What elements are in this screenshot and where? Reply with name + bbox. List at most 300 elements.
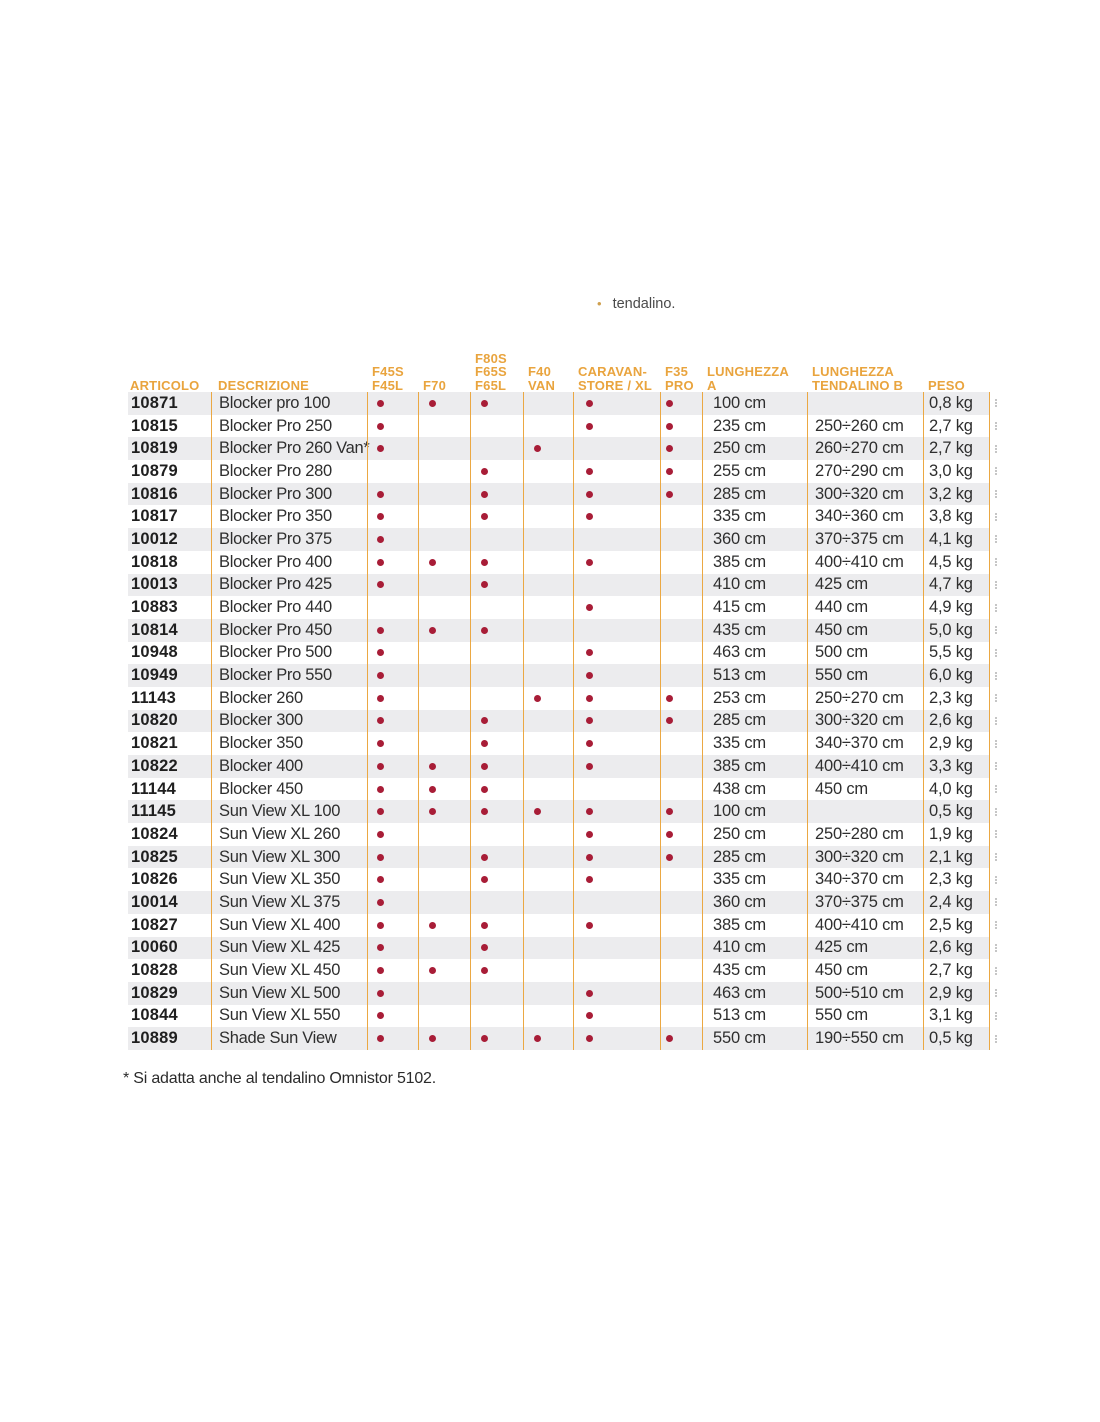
clipped-text-mark [995, 982, 1001, 1005]
compat-cell-f35 [660, 891, 702, 914]
column-header-b [807, 365, 923, 392]
compat-cell-f45 [367, 596, 418, 619]
articolo-cell: 10948 [131, 643, 178, 662]
table-row [128, 846, 990, 869]
compat-cell-cs [573, 710, 660, 733]
compat-dot-icon [666, 695, 673, 702]
articolo-cell: 10829 [131, 983, 178, 1002]
descrizione-cell: Sun View XL 450 [211, 959, 367, 982]
clipped-text-mark [995, 937, 1001, 960]
column-header-a [702, 365, 807, 392]
compat-cell-f40 [523, 914, 573, 937]
clipped-text-mark [995, 823, 1001, 846]
compat-dot-icon [481, 944, 488, 951]
compat-cell-f80 [470, 959, 523, 982]
compat-dot-icon [586, 831, 593, 838]
compat-cell-cs [573, 596, 660, 619]
b-cell: 425 cm [807, 574, 923, 597]
descrizione-cell: Sun View XL 425 [211, 937, 367, 960]
compat-cell-f35 [660, 574, 702, 597]
table-row [128, 574, 990, 597]
compat-cell-f80 [470, 982, 523, 1005]
compat-cell-f40 [523, 891, 573, 914]
compat-cell-cs [573, 664, 660, 687]
compat-cell-f70 [418, 664, 470, 687]
compat-cell-f40 [523, 392, 573, 415]
a-cell: 253 cm [702, 687, 807, 710]
peso-cell: 4,9 kg [923, 596, 990, 619]
compat-cell-f40 [523, 551, 573, 574]
compat-cell-f80 [470, 437, 523, 460]
clipped-text-mark [995, 1005, 1001, 1028]
compat-dot-icon [586, 990, 593, 997]
compat-cell-cs [573, 755, 660, 778]
compat-cell-f80 [470, 687, 523, 710]
table-row [128, 710, 990, 733]
articolo-cell: 10818 [131, 552, 178, 571]
compat-cell-f45 [367, 642, 418, 665]
compat-dot-icon [586, 649, 593, 656]
compat-cell-cs [573, 551, 660, 574]
clipped-text-mark [995, 687, 1001, 710]
compat-dot-icon [481, 1035, 488, 1042]
table-row [128, 664, 990, 687]
compat-cell-cs [573, 415, 660, 438]
b-cell: 190÷550 cm [807, 1027, 923, 1050]
compat-cell-f70 [418, 460, 470, 483]
clipped-text-mark [995, 483, 1001, 506]
compat-dot-icon [429, 786, 436, 793]
compat-cell-f80 [470, 937, 523, 960]
compat-dot-icon [534, 1035, 541, 1042]
articolo-cell: 10879 [131, 461, 178, 480]
clipped-text-mark [995, 392, 1001, 415]
table-row [128, 800, 990, 823]
peso-cell: 2,4 kg [923, 891, 990, 914]
articolo-cell: 10824 [131, 824, 178, 843]
compat-cell-f80 [470, 732, 523, 755]
column-header-line: A [707, 377, 717, 393]
column-header-line: F65L [475, 377, 507, 393]
compat-dot-icon [429, 763, 436, 770]
compat-cell-f40 [523, 959, 573, 982]
compat-cell-f70 [418, 778, 470, 801]
compat-cell-f35 [660, 437, 702, 460]
column-header-line: PESO [928, 377, 965, 393]
compat-cell-f40 [523, 823, 573, 846]
peso-cell: 2,1 kg [923, 846, 990, 869]
compat-cell-cs [573, 574, 660, 597]
compat-dot-icon [586, 740, 593, 747]
table-row [128, 868, 990, 891]
compat-cell-cs [573, 732, 660, 755]
compat-cell-f70 [418, 437, 470, 460]
table-row [128, 505, 990, 528]
descrizione-cell: Blocker Pro 400 [211, 551, 367, 574]
compat-cell-f70 [418, 755, 470, 778]
compat-dot-icon [429, 400, 436, 407]
compat-cell-f70 [418, 415, 470, 438]
compat-cell-f35 [660, 846, 702, 869]
compat-dot-icon [586, 1012, 593, 1019]
compat-cell-cs [573, 891, 660, 914]
compat-dot-icon [586, 468, 593, 475]
descrizione-cell: Blocker Pro 500 [211, 642, 367, 665]
compat-cell-f40 [523, 732, 573, 755]
compat-cell-f70 [418, 1005, 470, 1028]
clipped-text-mark [995, 914, 1001, 937]
table-row [128, 778, 990, 801]
compat-cell-f40 [523, 415, 573, 438]
peso-cell: 6,0 kg [923, 664, 990, 687]
clipped-text-mark [995, 891, 1001, 914]
a-cell: 250 cm [702, 823, 807, 846]
a-cell: 285 cm [702, 483, 807, 506]
compat-cell-f70 [418, 483, 470, 506]
descrizione-cell: Blocker Pro 300 [211, 483, 367, 506]
articolo-cell: 10883 [131, 598, 178, 617]
table-row [128, 619, 990, 642]
b-cell: 370÷375 cm [807, 528, 923, 551]
peso-cell: 3,8 kg [923, 505, 990, 528]
articolo-cell: 10825 [131, 847, 178, 866]
b-cell: 450 cm [807, 619, 923, 642]
compat-cell-f40 [523, 483, 573, 506]
column-header-f35 [660, 365, 702, 392]
clipped-text-mark [995, 460, 1001, 483]
compat-cell-f35 [660, 687, 702, 710]
compat-dot-icon [429, 967, 436, 974]
column-header-line: F35 [665, 364, 689, 379]
list-bullet-icon: • [597, 296, 602, 311]
compat-cell-f35 [660, 551, 702, 574]
peso-cell: 5,0 kg [923, 619, 990, 642]
compat-cell-f80 [470, 642, 523, 665]
b-cell: 340÷370 cm [807, 868, 923, 891]
clipped-text-mark [995, 551, 1001, 574]
compat-cell-f80 [470, 596, 523, 619]
b-cell: 500 cm [807, 642, 923, 665]
a-cell: 435 cm [702, 959, 807, 982]
articolo-cell: 10821 [131, 734, 178, 753]
compat-cell-f40 [523, 619, 573, 642]
clipped-text-mark [995, 642, 1001, 665]
compat-cell-f45 [367, 868, 418, 891]
a-cell: 100 cm [702, 392, 807, 415]
compat-cell-f45 [367, 687, 418, 710]
compat-dot-icon [429, 627, 436, 634]
clipped-text-mark [995, 619, 1001, 642]
compat-cell-f70 [418, 687, 470, 710]
column-header-line: STORE / XL [578, 377, 652, 393]
b-cell: 270÷290 cm [807, 460, 923, 483]
compat-dot-icon [481, 559, 488, 566]
column-header-line: DESCRIZIONE [218, 377, 310, 393]
compat-cell-cs [573, 982, 660, 1005]
b-cell: 425 cm [807, 937, 923, 960]
table-row [128, 415, 990, 438]
compat-dot-icon [377, 876, 384, 883]
compat-dot-icon [586, 717, 593, 724]
compat-dot-icon [481, 967, 488, 974]
articolo-cell: 10820 [131, 711, 178, 730]
compat-dot-icon [586, 604, 593, 611]
descrizione-cell: Blocker 350 [211, 732, 367, 755]
compat-cell-f45 [367, 846, 418, 869]
articolo-cell: 10889 [131, 1029, 178, 1048]
articolo-cell: 11144 [131, 779, 177, 798]
compat-dot-icon [377, 695, 384, 702]
table-row [128, 1027, 990, 1050]
descrizione-cell: Shade Sun View [211, 1027, 367, 1050]
b-cell: 500÷510 cm [807, 982, 923, 1005]
compat-cell-f45 [367, 755, 418, 778]
table-row [128, 437, 990, 460]
compat-cell-f45 [367, 1027, 418, 1050]
compat-cell-f70 [418, 914, 470, 937]
b-cell: 340÷360 cm [807, 505, 923, 528]
compat-cell-f80 [470, 891, 523, 914]
descrizione-cell: Blocker 260 [211, 687, 367, 710]
descrizione-cell: Blocker Pro 550 [211, 664, 367, 687]
compat-cell-f80 [470, 846, 523, 869]
table-row [128, 687, 990, 710]
b-cell [807, 392, 923, 415]
compat-dot-icon [666, 423, 673, 430]
compat-cell-cs [573, 937, 660, 960]
compat-dot-icon [666, 808, 673, 815]
compat-dot-icon [481, 717, 488, 724]
compat-cell-f80 [470, 528, 523, 551]
compat-cell-f45 [367, 528, 418, 551]
descrizione-cell: Blocker Pro 425 [211, 574, 367, 597]
compat-cell-f45 [367, 778, 418, 801]
compat-cell-f40 [523, 460, 573, 483]
compat-dot-icon [377, 627, 384, 634]
clipped-text-mark [995, 846, 1001, 869]
clipped-text-mark [995, 437, 1001, 460]
compat-dot-icon [534, 695, 541, 702]
compat-cell-f35 [660, 460, 702, 483]
compat-cell-f40 [523, 982, 573, 1005]
peso-cell: 2,9 kg [923, 982, 990, 1005]
compat-dot-icon [377, 423, 384, 430]
compat-cell-f45 [367, 551, 418, 574]
compat-dot-icon [377, 491, 384, 498]
articolo-cell: 10060 [131, 938, 178, 957]
a-cell: 385 cm [702, 755, 807, 778]
compat-cell-f70 [418, 891, 470, 914]
clipped-text-mark [995, 868, 1001, 891]
clipped-text-mark [995, 1027, 1001, 1050]
peso-cell: 3,3 kg [923, 755, 990, 778]
compat-cell-f35 [660, 642, 702, 665]
compat-cell-f70 [418, 551, 470, 574]
descrizione-cell: Sun View XL 400 [211, 914, 367, 937]
table-row [128, 460, 990, 483]
compat-cell-cs [573, 460, 660, 483]
compat-dot-icon [586, 695, 593, 702]
column-header-line: F70 [423, 377, 447, 393]
compat-cell-f45 [367, 415, 418, 438]
articolo-cell: 10815 [131, 416, 178, 435]
compat-dot-icon [586, 922, 593, 929]
compat-cell-f80 [470, 710, 523, 733]
peso-cell: 4,7 kg [923, 574, 990, 597]
articolo-cell: 11145 [131, 802, 177, 821]
table-row [128, 823, 990, 846]
column-header-f40 [523, 365, 573, 392]
column-header-line: F40 [528, 364, 552, 379]
a-cell: 513 cm [702, 1005, 807, 1028]
compat-cell-f45 [367, 732, 418, 755]
peso-cell: 3,0 kg [923, 460, 990, 483]
compat-cell-f45 [367, 823, 418, 846]
compat-cell-f35 [660, 619, 702, 642]
compat-cell-f40 [523, 664, 573, 687]
peso-cell: 4,1 kg [923, 528, 990, 551]
compat-dot-icon [586, 808, 593, 815]
table-row [128, 982, 990, 1005]
compat-dot-icon [481, 581, 488, 588]
descrizione-cell: Sun View XL 550 [211, 1005, 367, 1028]
table-row [128, 483, 990, 506]
peso-cell: 4,5 kg [923, 551, 990, 574]
compat-cell-f80 [470, 551, 523, 574]
compat-cell-cs [573, 1005, 660, 1028]
descrizione-cell: Sun View XL 260 [211, 823, 367, 846]
compat-cell-cs [573, 800, 660, 823]
compat-dot-icon [586, 400, 593, 407]
table-row [128, 959, 990, 982]
table-body [128, 392, 990, 1050]
b-cell: 450 cm [807, 959, 923, 982]
column-header-articolo [128, 379, 211, 393]
clipped-text-mark [995, 732, 1001, 755]
compat-cell-cs [573, 846, 660, 869]
compat-dot-icon [481, 808, 488, 815]
peso-cell: 2,7 kg [923, 415, 990, 438]
compat-cell-cs [573, 1027, 660, 1050]
a-cell: 385 cm [702, 551, 807, 574]
descrizione-cell: Sun View XL 100 [211, 800, 367, 823]
compat-cell-f80 [470, 574, 523, 597]
articolo-cell: 11143 [131, 688, 177, 707]
peso-cell: 3,1 kg [923, 1005, 990, 1028]
compat-cell-cs [573, 914, 660, 937]
compat-cell-f70 [418, 642, 470, 665]
compat-cell-f40 [523, 505, 573, 528]
compat-dot-icon [377, 445, 384, 452]
compat-cell-f40 [523, 437, 573, 460]
a-cell: 385 cm [702, 914, 807, 937]
compat-cell-cs [573, 642, 660, 665]
compat-cell-f40 [523, 846, 573, 869]
compat-dot-icon [377, 808, 384, 815]
compat-cell-cs [573, 392, 660, 415]
column-header-line: ARTICOLO [130, 377, 200, 393]
compat-dot-icon [481, 786, 488, 793]
compat-cell-f80 [470, 460, 523, 483]
column-header-cs [573, 365, 660, 392]
compat-cell-f40 [523, 868, 573, 891]
compat-cell-f70 [418, 959, 470, 982]
compat-cell-f35 [660, 483, 702, 506]
column-header-line: PRO [665, 377, 694, 393]
articolo-cell: 10844 [131, 1006, 178, 1025]
a-cell: 550 cm [702, 1027, 807, 1050]
clipped-text-mark [995, 596, 1001, 619]
a-cell: 435 cm [702, 619, 807, 642]
descrizione-cell: Sun View XL 300 [211, 846, 367, 869]
descrizione-cell: Sun View XL 500 [211, 982, 367, 1005]
clipped-text-mark [995, 800, 1001, 823]
compat-dot-icon [586, 559, 593, 566]
compat-dot-icon [666, 491, 673, 498]
compat-cell-f45 [367, 800, 418, 823]
compat-dot-icon [481, 854, 488, 861]
compat-dot-icon [666, 831, 673, 838]
compat-cell-f35 [660, 710, 702, 733]
b-cell: 340÷370 cm [807, 732, 923, 755]
compat-cell-cs [573, 687, 660, 710]
peso-cell: 2,6 kg [923, 710, 990, 733]
b-cell: 440 cm [807, 596, 923, 619]
compat-dot-icon [429, 808, 436, 815]
compat-cell-f70 [418, 528, 470, 551]
compat-cell-f45 [367, 914, 418, 937]
column-header-line: LUNGHEZZA [812, 364, 894, 379]
peso-cell: 2,5 kg [923, 914, 990, 937]
column-header-line: CARAVAN- [578, 364, 647, 379]
b-cell: 550 cm [807, 664, 923, 687]
a-cell: 235 cm [702, 415, 807, 438]
peso-cell: 0,5 kg [923, 1027, 990, 1050]
compat-cell-f70 [418, 846, 470, 869]
clipped-text-mark [995, 778, 1001, 801]
compat-cell-f70 [418, 982, 470, 1005]
compat-dot-icon [377, 944, 384, 951]
compat-cell-f40 [523, 528, 573, 551]
a-cell: 463 cm [702, 982, 807, 1005]
compat-dot-icon [377, 672, 384, 679]
compat-cell-f70 [418, 823, 470, 846]
compat-dot-icon [377, 990, 384, 997]
descrizione-cell: Sun View XL 350 [211, 868, 367, 891]
peso-cell: 3,2 kg [923, 483, 990, 506]
compat-dot-icon [534, 445, 541, 452]
compat-cell-f35 [660, 664, 702, 687]
compat-dot-icon [481, 627, 488, 634]
articolo-cell: 10013 [131, 575, 178, 594]
compat-cell-f35 [660, 1027, 702, 1050]
table-row [128, 937, 990, 960]
table-row [128, 551, 990, 574]
a-cell: 100 cm [702, 800, 807, 823]
a-cell: 250 cm [702, 437, 807, 460]
compat-cell-f35 [660, 505, 702, 528]
peso-cell: 4,0 kg [923, 778, 990, 801]
b-cell: 370÷375 cm [807, 891, 923, 914]
articolo-cell: 10816 [131, 484, 178, 503]
compat-cell-f80 [470, 914, 523, 937]
table-row [128, 1005, 990, 1028]
articolo-cell: 10827 [131, 915, 178, 934]
compat-cell-f80 [470, 868, 523, 891]
column-header-f70 [418, 379, 470, 393]
b-cell: 400÷410 cm [807, 755, 923, 778]
compat-dot-icon [586, 491, 593, 498]
